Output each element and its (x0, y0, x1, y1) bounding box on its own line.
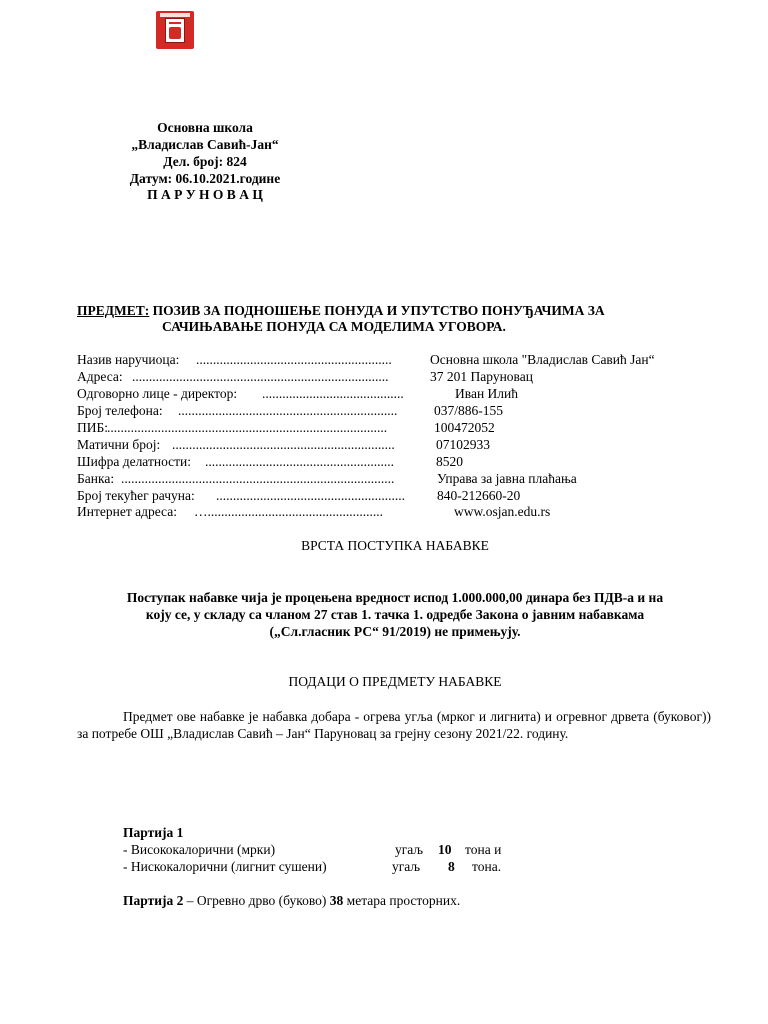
info-key: Одговорно лице - директор: (77, 386, 238, 401)
header-town: П А Р У Н О В А Ц (147, 187, 263, 202)
info-dots: .......................................... (262, 386, 404, 401)
procedure-line-2: коју се, у складу са чланом 27 став 1. тачка 1. одредбе Закона о јавним набавкама (145, 607, 645, 622)
school-logo-icon (156, 11, 194, 49)
info-dots: ........................................................ (205, 454, 394, 469)
subject-line-1 (77, 303, 605, 319)
info-value: 100472052 (434, 420, 495, 435)
lot-1-item-2-name: - Нискокалорични (лигнит сушени) (123, 859, 327, 874)
info-dots: ............................................................................ (132, 369, 389, 384)
subject-text-1: ПОЗИВ ЗА ПОДНОШЕЊЕ ПОНУДА И УПУТСТВО ПОНУЂАЧИМА ЗА (152, 303, 605, 318)
info-key: Број текућег рачуна: (77, 488, 195, 503)
info-value: www.osjan.edu.rs (454, 504, 551, 519)
info-key: Интернет адреса: (77, 504, 177, 519)
info-value: 37 201 Паруновац (430, 369, 533, 384)
subject-data-text: Предмет ове набавке је набавка добара - огрева угља (мрког и лигнита) и огревног дрвета (буковог)) за потребе ОШ „Владислав Савић – Јан“ Паруновац за грејну сезону 2021/22. годину. (77, 709, 711, 741)
header-school-name: „Владислав Савић-Јан“ (131, 137, 279, 152)
subject-data-heading: ПОДАЦИ О ПРЕДМЕТУ НАБАВКЕ (288, 674, 502, 689)
info-value: 8520 (436, 454, 463, 469)
lot-2-title: Партија 2 (123, 893, 184, 908)
subject-label: ПРЕДМЕТ: (77, 303, 150, 318)
lot-2-text-b: метара просторних. (343, 893, 461, 908)
info-value: Иван Илић (455, 386, 518, 401)
info-value: Основна школа "Владислав Савић Јан“ (430, 352, 655, 367)
procedure-heading: ВРСТА ПОСТУПКА НАБАВКЕ (301, 538, 489, 553)
info-dots: ….................................................... (194, 504, 383, 519)
info-value: Управа за јавна плаћања (437, 471, 577, 486)
lot-1-item-1-name: - Висококалорични (мрки) (123, 842, 276, 857)
procedure-line-3: („Сл.гласник РС“ 91/2019) не примењују. (269, 624, 521, 639)
procedure-line-1: Поступак набавке чија је процењена вредност испод 1.000.000,00 динара без ПДВ-а и на (126, 590, 664, 605)
lot-1-item-1-suffix: тона и (465, 842, 502, 857)
info-value: 07102933 (436, 437, 490, 452)
info-key: Матични број: (77, 437, 161, 452)
info-key: ПИБ: (77, 420, 109, 435)
info-key: Шифра делатности: (77, 454, 192, 469)
info-key: Број телефона: (77, 403, 163, 418)
subject-line-2: САЧИЊАВАЊЕ ПОНУДА СА МОДЕЛИМА УГОВОРА. (162, 319, 506, 334)
info-value: 840-212660-20 (437, 488, 521, 503)
info-key: Назив наручиоца: (77, 352, 180, 367)
lot-2-line (123, 893, 460, 909)
lot-1-item-2-suffix: тона. (472, 859, 502, 874)
lot-1-item-1-unit: угаљ (395, 842, 424, 857)
lot-1-item-2-qty: 8 (448, 859, 455, 874)
lot-2-text-a: – Огревно дрво (буково) (183, 893, 330, 908)
info-dots: ................................................................................... (107, 420, 388, 435)
lot-1-item-1-qty: 10 (438, 842, 452, 857)
lot-2-qty: 38 (329, 893, 344, 908)
header-delivery-number: Дел. број: 824 (163, 154, 247, 169)
info-dots: ................................................................. (178, 403, 398, 418)
lot-1-title: Партија 1 (123, 825, 184, 840)
info-key: Адреса: (77, 369, 123, 384)
info-value: 037/886-155 (434, 403, 503, 418)
subject-data-paragraph (77, 708, 711, 742)
info-key: Банка: (77, 471, 115, 486)
header-date: Датум: 06.10.2021.године (129, 171, 281, 186)
header-school: Основна школа (157, 120, 253, 135)
info-dots: .................................................................. (172, 437, 395, 452)
lot-1-item-2-unit: угаљ (392, 859, 421, 874)
info-dots: ................................................................................. (121, 471, 395, 486)
info-dots: .......................................................... (196, 352, 392, 367)
info-dots: ........................................................ (216, 488, 405, 503)
